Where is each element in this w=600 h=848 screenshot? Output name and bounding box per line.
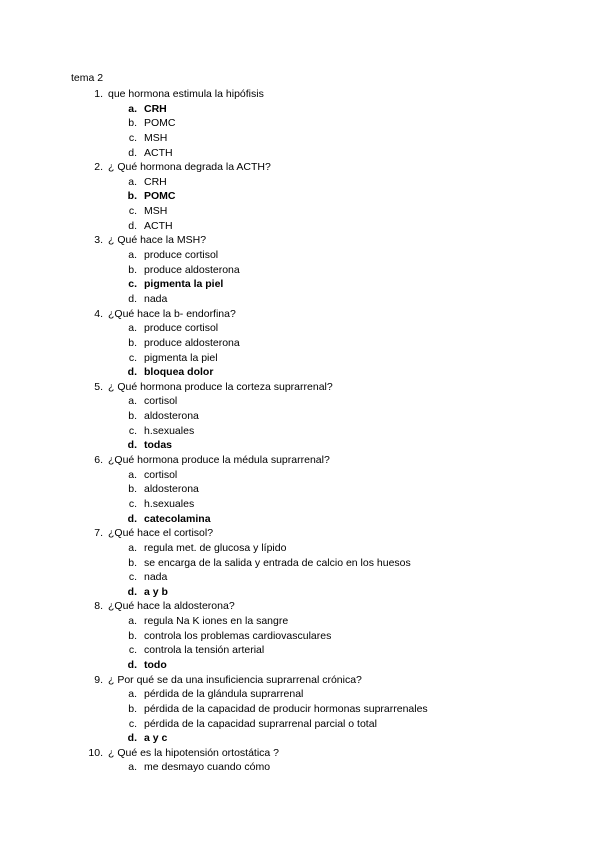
answer-option — [0, 468, 600, 483]
answer-option — [0, 497, 600, 512]
answer-option — [0, 424, 600, 439]
option-text: POMC — [144, 190, 176, 203]
question-text: ¿Qué hace el cortisol? — [108, 527, 214, 540]
question-number: 5. — [94, 380, 103, 393]
question-item — [0, 160, 600, 175]
answer-option — [0, 351, 600, 366]
option-text: CRH — [144, 102, 167, 115]
option-letter: d. — [127, 512, 137, 525]
option-letter: c. — [128, 497, 137, 510]
question-item — [0, 526, 600, 541]
option-text: pigmenta la piel — [144, 351, 218, 364]
answer-option-correct — [0, 658, 600, 673]
option-text: produce aldosterona — [144, 336, 240, 349]
option-letter: a. — [128, 102, 137, 115]
answer-option — [0, 336, 600, 351]
question-text: ¿ Qué hormona produce la corteza suprarrenal? — [108, 380, 333, 393]
option-text: se encarga de la salida y entrada de calcio en los huesos — [144, 556, 411, 569]
option-letter: d. — [127, 732, 137, 745]
answer-option-correct — [0, 365, 600, 380]
option-text: pigmenta la piel — [144, 278, 224, 291]
option-text: pérdida de la capacidad de producir hormonas suprarrenales — [144, 702, 428, 715]
option-text: h.sexuales — [144, 497, 195, 510]
answer-option-correct — [0, 585, 600, 600]
option-text: ACTH — [144, 219, 173, 232]
option-text: cortisol — [144, 468, 178, 481]
option-letter: a. — [128, 615, 137, 628]
option-letter: a. — [128, 395, 137, 408]
option-letter: c. — [128, 644, 137, 657]
question-number: 4. — [94, 307, 103, 320]
option-letter: c. — [128, 278, 137, 291]
option-letter: b. — [128, 336, 137, 349]
option-text: produce cortisol — [144, 322, 219, 335]
page-title: tema 2 — [71, 72, 104, 84]
option-text: pérdida de la glándula suprarrenal — [144, 688, 304, 701]
option-text: pérdida de la capacidad suprarrenal parcial o total — [144, 717, 377, 730]
option-text: aldosterona — [144, 410, 199, 423]
question-text: ¿ Qué es la hipotensión ortostática ? — [108, 746, 280, 759]
option-text: produce cortisol — [144, 249, 219, 262]
answer-option — [0, 292, 600, 307]
option-letter: d. — [127, 585, 137, 598]
option-letter: d. — [128, 292, 137, 305]
question-number: 6. — [94, 454, 103, 467]
option-text: MSH — [144, 131, 168, 144]
answer-option-correct — [0, 189, 600, 204]
option-text: controla los problemas cardiovasculares — [144, 629, 332, 642]
answer-option — [0, 717, 600, 732]
question-item — [0, 746, 600, 761]
option-text: bloquea dolor — [144, 366, 214, 379]
answer-option — [0, 409, 600, 424]
option-letter: b. — [128, 263, 137, 276]
option-letter: c. — [128, 131, 137, 144]
question-text: ¿Qué hormona produce la médula suprarrenal? — [108, 454, 330, 467]
answer-option — [0, 482, 600, 497]
option-letter: d. — [128, 219, 137, 232]
option-text: a y c — [144, 732, 168, 745]
option-text: nada — [144, 571, 168, 584]
option-text: cortisol — [144, 395, 178, 408]
option-text: aldosterona — [144, 483, 199, 496]
answer-option — [0, 204, 600, 219]
answer-option — [0, 760, 600, 775]
option-letter: a. — [128, 468, 137, 481]
question-item — [0, 307, 600, 322]
option-letter: d. — [127, 439, 137, 452]
question-text: ¿Qué hace la aldosterona? — [108, 600, 235, 613]
option-letter: d. — [127, 658, 137, 671]
option-text: a y b — [144, 585, 168, 598]
question-item — [0, 673, 600, 688]
option-text: regula Na K iones en la sangre — [144, 615, 289, 628]
option-text: CRH — [144, 175, 167, 188]
question-item — [0, 87, 600, 102]
option-text: ACTH — [144, 146, 173, 159]
option-text: nada — [144, 292, 168, 305]
answer-option — [0, 248, 600, 263]
option-text: todas — [144, 439, 173, 452]
option-letter: a. — [128, 688, 137, 701]
question-number: 1. — [94, 88, 103, 100]
question-text: ¿Qué hace la b- endorfina? — [108, 307, 236, 320]
answer-option — [0, 263, 600, 278]
option-letter: c. — [128, 351, 137, 364]
answer-option — [0, 321, 600, 336]
option-letter: b. — [127, 190, 137, 203]
option-letter: c. — [128, 717, 137, 730]
option-text: me desmayo cuando cómo — [144, 761, 271, 774]
answer-option — [0, 219, 600, 234]
option-text: POMC — [144, 117, 176, 130]
question-number: 10. — [88, 746, 103, 759]
question-number: 2. — [94, 161, 103, 174]
option-letter: b. — [128, 410, 137, 423]
answer-option — [0, 687, 600, 702]
question-text: ¿ Qué hormona degrada la ACTH? — [108, 161, 271, 174]
answer-option — [0, 116, 600, 131]
option-letter: b. — [128, 556, 137, 569]
option-letter: a. — [128, 249, 137, 262]
option-letter: d. — [127, 366, 137, 379]
option-text: controla la tensión arterial — [144, 644, 265, 657]
option-text: regula met. de glucosa y lípido — [144, 541, 287, 554]
option-letter: b. — [128, 702, 137, 715]
option-text: todo — [144, 658, 167, 671]
question-item — [0, 453, 600, 468]
question-number: 3. — [94, 234, 103, 247]
answer-option — [0, 146, 600, 161]
question-number: 9. — [94, 673, 103, 686]
option-letter: c. — [128, 571, 137, 584]
answer-option-correct — [0, 277, 600, 292]
answer-option — [0, 131, 600, 146]
option-letter: a. — [128, 175, 137, 188]
answer-option — [0, 614, 600, 629]
question-number: 7. — [94, 527, 103, 540]
answer-option — [0, 643, 600, 658]
option-text: catecolamina — [144, 512, 211, 525]
option-letter: a. — [128, 541, 137, 554]
answer-option — [0, 394, 600, 409]
option-letter: b. — [128, 117, 137, 130]
answer-option-correct — [0, 438, 600, 453]
answer-option — [0, 541, 600, 556]
answer-option — [0, 629, 600, 644]
answer-option — [0, 556, 600, 571]
answer-option-correct — [0, 512, 600, 527]
question-text: ¿ Por qué se da una insuficiencia suprarrenal crónica? — [108, 673, 362, 686]
option-letter: d. — [128, 146, 137, 159]
option-letter: b. — [128, 629, 137, 642]
question-list — [0, 87, 600, 775]
answer-option — [0, 570, 600, 585]
option-letter: c. — [128, 424, 137, 437]
question-item — [0, 233, 600, 248]
option-text: produce aldosterona — [144, 263, 240, 276]
answer-option — [0, 175, 600, 190]
question-item — [0, 380, 600, 395]
option-letter: b. — [128, 483, 137, 496]
answer-option-correct — [0, 731, 600, 746]
option-letter: a. — [128, 322, 137, 335]
question-text: que hormona estimula la hipófisis — [108, 88, 264, 100]
answer-option-correct — [0, 102, 600, 117]
question-text: ¿ Qué hace la MSH? — [108, 234, 207, 247]
option-letter: c. — [128, 205, 137, 218]
question-item — [0, 599, 600, 614]
option-text: h.sexuales — [144, 424, 195, 437]
question-number: 8. — [94, 600, 103, 613]
answer-option — [0, 702, 600, 717]
option-letter: a. — [128, 761, 137, 774]
option-text: MSH — [144, 205, 168, 218]
